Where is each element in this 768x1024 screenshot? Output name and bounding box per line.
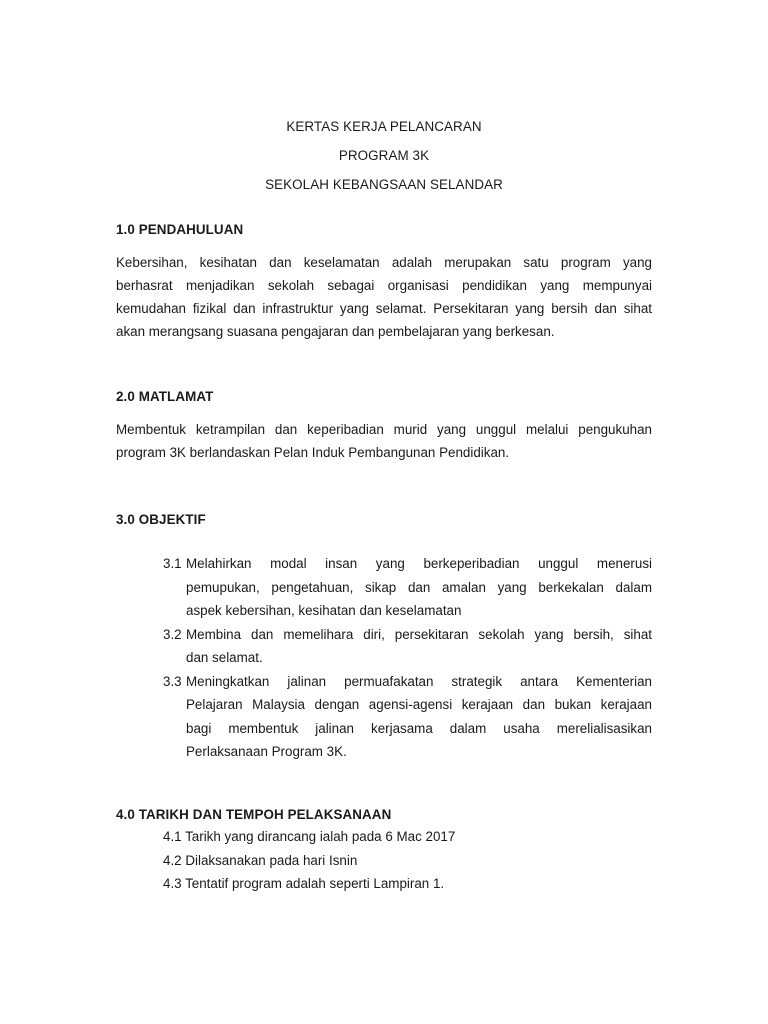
paragraph-matlamat bbox=[116, 418, 652, 464]
schedule-item: 4.2 Dilaksanakan pada hari Isnin bbox=[163, 852, 358, 868]
title-line-3: SEKOLAH KEBANGSAAN SELANDAR bbox=[265, 177, 503, 192]
objective-item bbox=[163, 623, 652, 670]
schedule-item: 4.1 Tarikh yang dirancang ialah pada 6 Mac 2017 bbox=[163, 829, 456, 844]
objective-number: 3.2 bbox=[163, 626, 182, 642]
schedule-item: 4.3 Tentatif program adalah seperti Lampiran 1. bbox=[163, 876, 445, 891]
objective-line: dan selamat. bbox=[186, 650, 263, 665]
paragraph-line: berhasrat menjadikan sekolah sebagai organisasi pendidikan yang mempunyai bbox=[116, 278, 652, 293]
section-heading-pendahuluan: 1.0 PENDAHULUAN bbox=[116, 222, 244, 237]
objective-line: Meningkatkan jalinan permuafakatan strategik antara Kementerian bbox=[186, 673, 652, 689]
paragraph-line: Membentuk ketrampilan dan keperibadian murid yang unggul melalui pengukuhan bbox=[116, 422, 652, 437]
title-line-2: PROGRAM 3K bbox=[338, 148, 430, 163]
objective-item bbox=[163, 670, 652, 764]
objective-line: bagi membentuk jalinan kerjasama dalam usaha merelialisasikan bbox=[186, 720, 652, 736]
paragraph-line: program 3K berlandaskan Pelan Induk Pembangunan Pendidikan. bbox=[116, 445, 510, 460]
paragraph-pendahuluan bbox=[116, 251, 652, 343]
objective-line: Membina dan memelihara diri, persekitaran sekolah yang bersih, sihat bbox=[186, 626, 652, 642]
document-title bbox=[116, 112, 652, 199]
objective-number: 3.3 bbox=[163, 673, 182, 689]
schedule-list bbox=[163, 825, 652, 896]
objective-number: 3.1 bbox=[163, 556, 182, 571]
objective-list bbox=[163, 552, 652, 764]
title-line-1: KERTAS KERJA PELANCARAN bbox=[286, 119, 482, 134]
paragraph-line: Kebersihan, kesihatan dan keselamatan adalah merupakan satu program yang bbox=[116, 255, 652, 270]
paragraph-line: kemudahan fizikal dan infrastruktur yang selamat. Persekitaran yang bersih dan sihat bbox=[116, 301, 652, 316]
objective-line: Pelajaran Malaysia dengan agensi-agensi kerajaan dan bukan kerajaan bbox=[186, 697, 652, 712]
objective-line: aspek kebersihan, kesihatan dan keselamatan bbox=[186, 603, 462, 618]
section-heading-matlamat: 2.0 MATLAMAT bbox=[116, 389, 214, 404]
paragraph-line: akan merangsang suasana pengajaran dan pembelajaran yang berkesan. bbox=[116, 324, 555, 339]
objective-line: pemupukan, pengetahuan, sikap dan amalan yang berkekalan dalam bbox=[186, 579, 652, 595]
section-heading-objektif: 3.0 OBJEKTIF bbox=[116, 512, 206, 527]
objective-item bbox=[163, 552, 652, 623]
section-heading-tarikh: 4.0 TARIKH DAN TEMPOH PELAKSANAAN bbox=[116, 807, 392, 822]
objective-line: Melahirkan modal insan yang berkeperibadian unggul menerusi bbox=[186, 556, 652, 571]
objective-line: Perlaksanaan Program 3K. bbox=[186, 744, 347, 759]
